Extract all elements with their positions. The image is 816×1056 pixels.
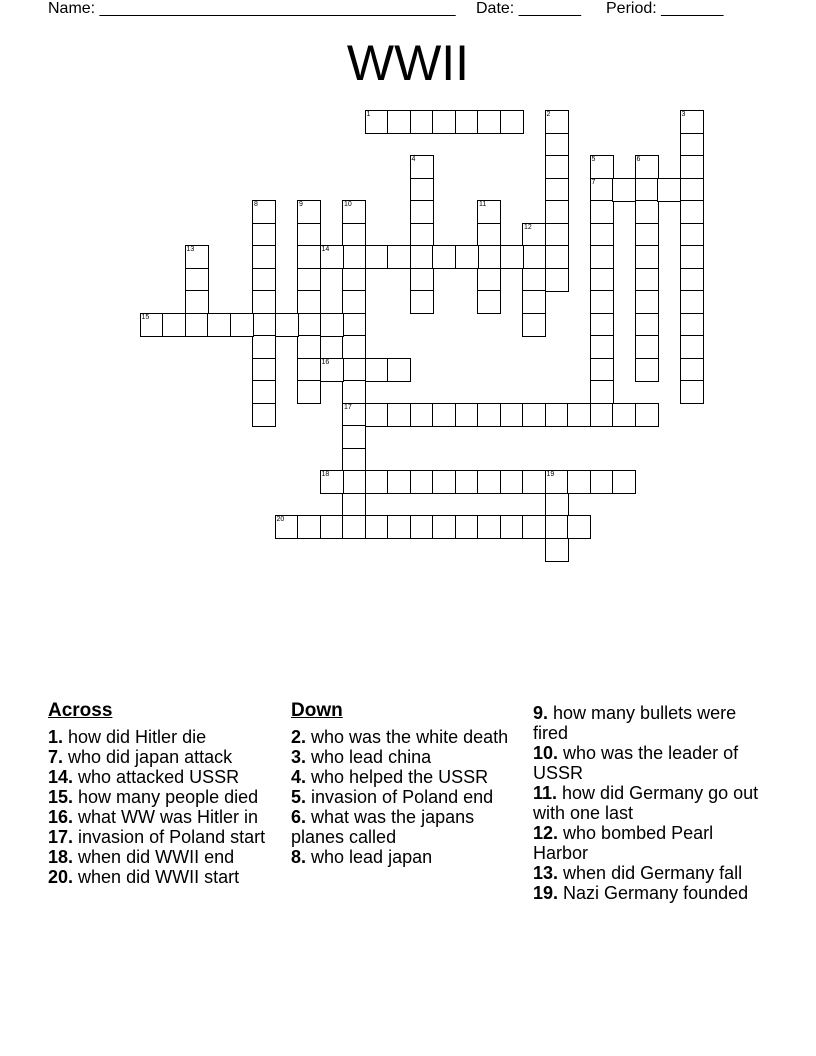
grid-cell[interactable] bbox=[410, 245, 434, 269]
grid-cell[interactable] bbox=[252, 380, 276, 404]
grid-cell[interactable] bbox=[320, 358, 344, 382]
grid-cell[interactable] bbox=[500, 403, 524, 427]
grid-cell[interactable] bbox=[680, 335, 704, 359]
grid-cell[interactable] bbox=[680, 155, 704, 179]
grid-cell[interactable] bbox=[252, 358, 276, 382]
grid-cell[interactable] bbox=[522, 268, 546, 292]
grid-cell[interactable] bbox=[545, 200, 569, 224]
clue-item-text: who lead china bbox=[306, 747, 432, 767]
clue-item-text: who helped the USSR bbox=[306, 767, 489, 787]
grid-cell[interactable] bbox=[477, 268, 501, 292]
grid-cell[interactable] bbox=[162, 313, 186, 337]
clue-number: 16 bbox=[321, 358, 330, 366]
grid-cell[interactable] bbox=[410, 470, 434, 494]
grid-cell[interactable] bbox=[477, 110, 501, 134]
clue-number: 12 bbox=[524, 223, 532, 231]
grid-cell[interactable] bbox=[252, 245, 276, 269]
period-field-label: Period: _______ bbox=[606, 0, 724, 17]
grid-cell[interactable] bbox=[275, 313, 299, 337]
grid-cell[interactable] bbox=[590, 200, 614, 224]
grid-cell[interactable] bbox=[342, 268, 366, 292]
clue-item bbox=[533, 883, 763, 903]
grid-cell[interactable] bbox=[680, 313, 704, 337]
grid-cell[interactable] bbox=[185, 313, 209, 337]
grid-cell[interactable] bbox=[342, 380, 366, 404]
clue-item bbox=[291, 727, 521, 747]
grid-cell[interactable] bbox=[545, 110, 569, 134]
grid-cell[interactable] bbox=[522, 313, 546, 337]
grid-cell[interactable] bbox=[342, 313, 366, 337]
grid-cell[interactable] bbox=[432, 470, 456, 494]
grid-cell[interactable] bbox=[252, 200, 276, 224]
clue-item bbox=[48, 787, 278, 807]
down-heading: Down bbox=[291, 700, 343, 721]
clue-item bbox=[48, 747, 278, 767]
grid-cell[interactable] bbox=[410, 268, 434, 292]
grid-cell[interactable] bbox=[477, 403, 501, 427]
clue-item-text: invasion of Poland end bbox=[306, 787, 494, 807]
grid-cell[interactable] bbox=[455, 245, 479, 269]
grid-cell[interactable] bbox=[455, 515, 479, 539]
grid-cell[interactable] bbox=[365, 245, 389, 269]
grid-cell[interactable] bbox=[410, 155, 434, 179]
grid-cell[interactable] bbox=[252, 335, 276, 359]
grid-cell[interactable] bbox=[680, 223, 704, 247]
grid-cell[interactable] bbox=[680, 268, 704, 292]
grid-cell[interactable] bbox=[185, 245, 209, 269]
clue-item bbox=[291, 847, 521, 867]
clue-item bbox=[533, 823, 763, 863]
grid-cell[interactable] bbox=[635, 245, 659, 269]
grid-cell[interactable] bbox=[365, 515, 389, 539]
grid-cell[interactable] bbox=[365, 110, 389, 134]
clue-item bbox=[48, 827, 278, 847]
clue-item bbox=[48, 847, 278, 867]
clue-number: 13 bbox=[186, 246, 195, 253]
grid-cell[interactable] bbox=[185, 290, 209, 314]
grid-cell[interactable] bbox=[590, 403, 614, 427]
clue-item-number: 10. bbox=[533, 743, 559, 763]
clue-item bbox=[48, 727, 278, 747]
grid-cell[interactable] bbox=[387, 403, 411, 427]
grid-cell[interactable] bbox=[545, 178, 569, 202]
clue-item-text: when did WWII start bbox=[73, 867, 240, 887]
grid-cell[interactable] bbox=[680, 358, 704, 382]
grid-cell[interactable] bbox=[410, 515, 434, 539]
clue-item-number: 17. bbox=[48, 827, 74, 847]
grid-cell[interactable] bbox=[680, 380, 704, 404]
grid-cell[interactable] bbox=[365, 470, 389, 494]
grid-cell[interactable] bbox=[140, 313, 164, 337]
grid-cell[interactable] bbox=[252, 403, 276, 427]
across-heading: Across bbox=[48, 700, 113, 721]
grid-cell[interactable] bbox=[657, 178, 681, 202]
clue-item-number: 3. bbox=[291, 747, 307, 767]
grid-cell[interactable] bbox=[635, 290, 659, 314]
grid-cell[interactable] bbox=[297, 515, 321, 539]
clue-item-number: 7. bbox=[48, 747, 64, 767]
grid-cell[interactable] bbox=[410, 290, 434, 314]
grid-cell[interactable] bbox=[342, 200, 366, 224]
grid-cell[interactable] bbox=[545, 538, 569, 562]
clue-number: 5 bbox=[591, 156, 596, 163]
grid-cell[interactable] bbox=[522, 470, 546, 494]
grid-cell[interactable] bbox=[522, 290, 546, 314]
grid-cell[interactable] bbox=[590, 290, 614, 314]
across-clues bbox=[48, 700, 278, 887]
clue-number: 14 bbox=[321, 246, 330, 253]
grid-cell[interactable] bbox=[252, 223, 276, 247]
grid-cell[interactable] bbox=[320, 313, 344, 337]
grid-cell[interactable] bbox=[545, 493, 569, 517]
grid-cell[interactable] bbox=[455, 110, 479, 134]
grid-cell[interactable] bbox=[365, 403, 389, 427]
clue-item-text: who was the white death bbox=[306, 727, 509, 747]
grid-cell[interactable] bbox=[410, 403, 434, 427]
grid-cell[interactable] bbox=[342, 245, 366, 269]
grid-cell[interactable] bbox=[680, 133, 704, 157]
clue-item-number: 5. bbox=[291, 787, 307, 807]
grid-cell[interactable] bbox=[635, 268, 659, 292]
clue-item bbox=[48, 867, 278, 887]
clue-item bbox=[291, 787, 521, 807]
grid-cell[interactable] bbox=[297, 200, 321, 224]
grid-cell[interactable] bbox=[590, 470, 614, 494]
grid-cell[interactable] bbox=[342, 403, 366, 427]
clue-item-number: 2. bbox=[291, 727, 307, 747]
clue-item-text: how did Germany go out with one last bbox=[533, 783, 759, 823]
grid-cell[interactable] bbox=[590, 223, 614, 247]
grid-cell[interactable] bbox=[612, 470, 636, 494]
grid-cell[interactable] bbox=[297, 245, 321, 269]
grid-cell[interactable] bbox=[342, 290, 366, 314]
clue-number: 15 bbox=[141, 313, 150, 321]
clue-number: 19 bbox=[546, 471, 555, 478]
grid-cell[interactable] bbox=[387, 358, 411, 382]
clue-item-number: 1. bbox=[48, 727, 64, 747]
grid-cell[interactable] bbox=[500, 470, 524, 494]
grid-cell[interactable] bbox=[252, 268, 276, 292]
down-clues bbox=[291, 700, 521, 867]
clue-item-text: what was the japans planes called bbox=[291, 807, 475, 847]
grid-cell[interactable] bbox=[635, 178, 659, 202]
clue-item-number: 9. bbox=[533, 703, 549, 723]
grid-cell[interactable] bbox=[500, 515, 524, 539]
clue-item-text: when did WWII end bbox=[73, 847, 235, 867]
grid-cell[interactable] bbox=[590, 178, 614, 202]
grid-cell[interactable] bbox=[342, 335, 366, 359]
grid-cell[interactable] bbox=[342, 448, 366, 472]
grid-cell[interactable] bbox=[590, 313, 614, 337]
grid-cell[interactable] bbox=[342, 425, 366, 449]
grid-cell[interactable] bbox=[680, 245, 704, 269]
grid-cell[interactable] bbox=[185, 268, 209, 292]
grid-cell[interactable] bbox=[230, 313, 254, 337]
grid-cell[interactable] bbox=[342, 470, 366, 494]
clue-item bbox=[533, 703, 763, 743]
clue-item bbox=[291, 767, 521, 787]
grid-cell[interactable] bbox=[410, 223, 434, 247]
grid-cell[interactable] bbox=[320, 470, 344, 494]
clue-item-number: 19. bbox=[533, 883, 559, 903]
grid-cell[interactable] bbox=[612, 178, 636, 202]
grid-cell[interactable] bbox=[477, 290, 501, 314]
clue-item bbox=[533, 863, 763, 883]
grid-cell[interactable] bbox=[432, 403, 456, 427]
grid-cell[interactable] bbox=[477, 223, 501, 247]
grid-cell[interactable] bbox=[590, 155, 614, 179]
grid-cell[interactable] bbox=[410, 178, 434, 202]
clue-item-text: when did Germany fall bbox=[558, 863, 743, 883]
grid-cell[interactable] bbox=[590, 245, 614, 269]
clue-item-text: Nazi Germany founded bbox=[558, 883, 749, 903]
clue-item-number: 14. bbox=[48, 767, 74, 787]
clue-item bbox=[533, 743, 763, 783]
down-clues-continued bbox=[533, 703, 763, 903]
grid-cell[interactable] bbox=[545, 403, 569, 427]
clue-number: 8 bbox=[254, 201, 258, 208]
grid-cell[interactable] bbox=[477, 515, 501, 539]
grid-cell[interactable] bbox=[297, 313, 321, 337]
grid-cell[interactable] bbox=[635, 358, 659, 382]
clue-item-number: 4. bbox=[291, 767, 307, 787]
clue-item-text: who did japan attack bbox=[63, 747, 233, 767]
clue-number: 3 bbox=[681, 111, 686, 118]
clue-item-number: 11. bbox=[533, 783, 558, 803]
clue-item-text: how many people died bbox=[73, 787, 259, 807]
grid-cell[interactable] bbox=[590, 335, 614, 359]
clue-number: 20 bbox=[276, 516, 285, 523]
clue-number: 6 bbox=[636, 156, 641, 163]
grid-cell[interactable] bbox=[545, 268, 569, 292]
grid-cell[interactable] bbox=[320, 515, 344, 539]
grid-cell[interactable] bbox=[387, 245, 411, 269]
grid-cell[interactable] bbox=[275, 515, 299, 539]
grid-cell[interactable] bbox=[680, 290, 704, 314]
grid-cell[interactable] bbox=[635, 200, 659, 224]
grid-cell[interactable] bbox=[432, 110, 456, 134]
grid-cell[interactable] bbox=[590, 268, 614, 292]
clue-number: 10 bbox=[344, 201, 352, 208]
grid-cell[interactable] bbox=[500, 245, 524, 269]
grid-cell[interactable] bbox=[455, 403, 479, 427]
grid-cell[interactable] bbox=[635, 313, 659, 337]
grid-cell[interactable] bbox=[612, 403, 636, 427]
grid-cell[interactable] bbox=[320, 245, 344, 269]
clue-item-number: 20. bbox=[48, 867, 74, 887]
grid-cell[interactable] bbox=[342, 515, 366, 539]
clue-item bbox=[291, 807, 521, 847]
grid-cell[interactable] bbox=[680, 178, 704, 202]
grid-cell[interactable] bbox=[387, 515, 411, 539]
grid-cell[interactable] bbox=[545, 155, 569, 179]
clue-number: 18 bbox=[321, 471, 330, 478]
clue-item-number: 16. bbox=[48, 807, 74, 827]
grid-cell[interactable] bbox=[545, 223, 569, 247]
grid-cell[interactable] bbox=[545, 245, 569, 269]
grid-cell[interactable] bbox=[567, 470, 591, 494]
grid-cell[interactable] bbox=[522, 515, 546, 539]
grid-cell[interactable] bbox=[590, 380, 614, 404]
clue-item-number: 18. bbox=[48, 847, 74, 867]
grid-cell[interactable] bbox=[252, 313, 276, 337]
clue-item-number: 12. bbox=[533, 823, 559, 843]
grid-cell[interactable] bbox=[410, 200, 434, 224]
clue-number: 7 bbox=[591, 178, 596, 186]
grid-cell[interactable] bbox=[680, 110, 704, 134]
grid-cell[interactable] bbox=[297, 290, 321, 314]
clue-item-number: 6. bbox=[291, 807, 307, 827]
clue-number: 17 bbox=[344, 403, 352, 411]
grid-cell[interactable] bbox=[477, 470, 501, 494]
name-field-label: Name: ________________________________________ bbox=[48, 0, 456, 17]
grid-cell[interactable] bbox=[635, 335, 659, 359]
clue-item bbox=[48, 767, 278, 787]
grid-cell[interactable] bbox=[297, 223, 321, 247]
grid-cell[interactable] bbox=[342, 493, 366, 517]
date-field-label: Date: _______ bbox=[476, 0, 581, 17]
grid-cell[interactable] bbox=[297, 358, 321, 382]
grid-cell[interactable] bbox=[432, 245, 456, 269]
clue-number: 9 bbox=[299, 201, 303, 208]
grid-cell[interactable] bbox=[567, 403, 591, 427]
grid-cell[interactable] bbox=[500, 110, 524, 134]
grid-cell[interactable] bbox=[387, 470, 411, 494]
grid-cell[interactable] bbox=[477, 245, 501, 269]
grid-cell[interactable] bbox=[297, 380, 321, 404]
grid-cell[interactable] bbox=[522, 223, 546, 247]
grid-cell[interactable] bbox=[432, 515, 456, 539]
grid-cell[interactable] bbox=[545, 515, 569, 539]
page-title: WWII bbox=[346, 35, 470, 91]
grid-cell[interactable] bbox=[387, 110, 411, 134]
grid-cell[interactable] bbox=[455, 470, 479, 494]
clue-item-text: invasion of Poland start bbox=[73, 827, 266, 847]
clue-item-text: how many bullets were fired bbox=[533, 703, 737, 743]
clue-number: 1 bbox=[366, 111, 371, 118]
clue-number: 4 bbox=[411, 156, 416, 163]
grid-cell[interactable] bbox=[477, 200, 501, 224]
grid-cell[interactable] bbox=[365, 358, 389, 382]
grid-cell[interactable] bbox=[635, 223, 659, 247]
grid-cell[interactable] bbox=[342, 223, 366, 247]
grid-cell[interactable] bbox=[635, 155, 659, 179]
grid-cell[interactable] bbox=[522, 245, 546, 269]
grid-cell[interactable] bbox=[590, 358, 614, 382]
grid-cell[interactable] bbox=[545, 133, 569, 157]
clue-item bbox=[533, 783, 763, 823]
clue-number: 2 bbox=[546, 111, 551, 118]
grid-cell[interactable] bbox=[252, 290, 276, 314]
clue-item-number: 8. bbox=[291, 847, 307, 867]
grid-cell[interactable] bbox=[410, 110, 434, 134]
grid-cell[interactable] bbox=[297, 335, 321, 359]
clue-item bbox=[48, 807, 278, 827]
clue-item-text: who lead japan bbox=[306, 847, 433, 867]
grid-cell[interactable] bbox=[635, 403, 659, 427]
clue-item-text: how did Hitler die bbox=[63, 727, 207, 747]
grid-cell[interactable] bbox=[522, 403, 546, 427]
clue-item-text: who was the leader of USSR bbox=[533, 743, 739, 783]
clue-item-text: what WW was Hitler in bbox=[73, 807, 259, 827]
grid-cell[interactable] bbox=[567, 515, 591, 539]
grid-cell[interactable] bbox=[297, 268, 321, 292]
clue-item bbox=[291, 747, 521, 767]
grid-cell[interactable] bbox=[342, 358, 366, 382]
clue-item-number: 15. bbox=[48, 787, 74, 807]
grid-cell[interactable] bbox=[680, 200, 704, 224]
grid-cell[interactable] bbox=[545, 470, 569, 494]
clue-item-text: who bombed Pearl Harbor bbox=[533, 823, 714, 863]
grid-cell[interactable] bbox=[207, 313, 231, 337]
clue-item-text: who attacked USSR bbox=[73, 767, 240, 787]
clue-item-number: 13. bbox=[533, 863, 559, 883]
clue-number: 11 bbox=[479, 201, 487, 208]
